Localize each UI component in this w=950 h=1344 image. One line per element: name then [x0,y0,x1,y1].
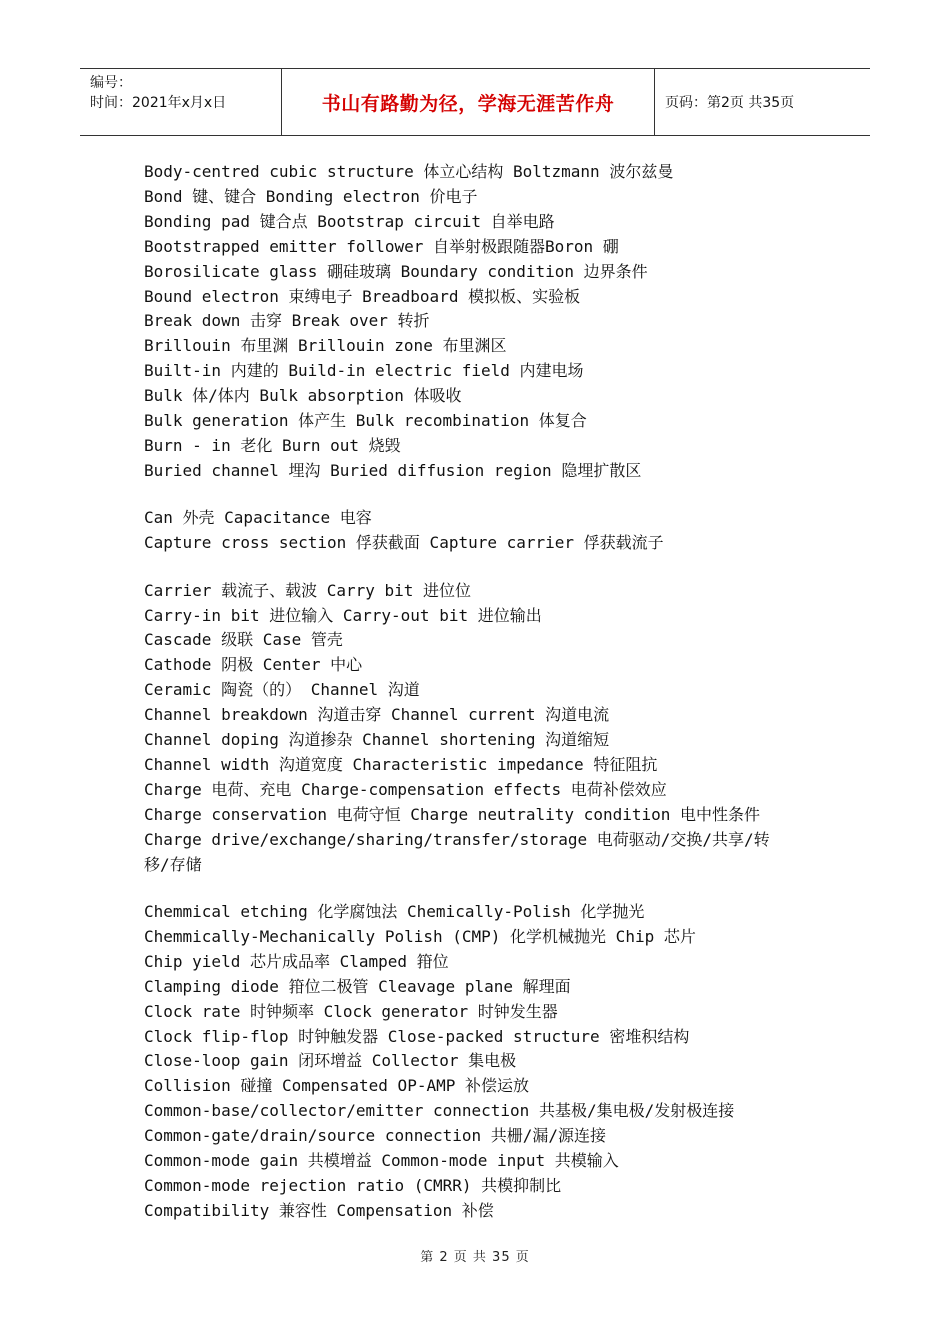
glossary-line: Body-centred cubic structure 体立心结构 Boltzmann 波尔兹曼 [144,162,674,181]
glossary-line: Break down 击穿 Break over 转折 [144,311,430,331]
glossary-section [144,900,824,1224]
glossary-line: Ceramic 陶瓷（的） Channel 沟道 [144,680,420,700]
glossary-line: Brillouin 布里渊 Brillouin zone 布里渊区 [144,336,507,356]
glossary-line: Clock rate 时钟频率 Clock generator 时钟发生器 [144,1001,558,1021]
glossary-line: Borosilicate glass 硼硅玻璃 Boundary condition 边界条件 [144,261,648,281]
glossary-line: Chip yield 芯片成品率 Clamped 箝位 [144,951,449,971]
glossary-line: Charge 电荷、充电 Charge-compensation effects 电荷补偿效应 [144,779,667,799]
glossary-line: Common-base/collector/emitter connection 共基极/集电极/发射极连接 [144,1101,735,1121]
glossary-line: Bulk generation 体产生 Bulk recombination 体复合 [144,411,587,431]
section-gap [144,484,824,507]
glossary-section [144,160,824,484]
header-page-info: 页码：第2页 共35页 [665,95,795,111]
header-time-label: 时间：2021年x月x日 [90,95,227,111]
glossary-line: Bonding pad 键合点 Bootstrap circuit 自举电路 [144,211,555,231]
glossary-line: Channel breakdown 沟道击穿 Channel current 沟道电流 [144,705,610,725]
glossary-line: Can 外壳 Capacitance 电容 [144,508,372,528]
glossary-line: Close-loop gain 闭环增益 Collector 集电极 [144,1051,517,1071]
glossary-line: Bound electron 束缚电子 Breadboard 模拟板、实验板 [144,286,581,306]
glossary-line: Carrier 载流子、载波 Carry bit 进位位 [144,580,472,600]
glossary-line: Common-gate/drain/source connection 共栅/漏/源连接 [144,1126,607,1146]
glossary-line: Collision 碰撞 Compensated OP-AMP 补偿运放 [144,1076,529,1096]
glossary-line: Built-in 内建的 Build-in electric field 内建电场 [144,361,584,381]
glossary-line: Common-mode gain 共模增益 Common-mode input 共模输入 [144,1151,619,1171]
glossary-line: Chemmically-Mechanically Polish (CMP) 化学机械抛光 Chip 芯片 [144,926,696,946]
section-gap [144,877,824,900]
glossary-line: Common-mode rejection ratio (CMRR) 共模抑制比 [144,1175,562,1195]
section-gap [144,556,824,579]
glossary-line: Clock flip-flop 时钟触发器 Close-packed structure 密堆积结构 [144,1026,690,1046]
glossary-line: Channel doping 沟道掺杂 Channel shortening 沟道缩短 [144,730,610,750]
glossary-line: Charge conservation 电荷守恒 Charge neutrality condition 电中性条件 [144,804,761,824]
glossary-line: Cathode 阴极 Center 中心 [144,655,363,675]
glossary-line: Bond 键、键合 Bonding electron 价电子 [144,186,478,206]
page-footer: 第 2 页 共 35 页 [420,1250,530,1265]
glossary-line: Channel width 沟道宽度 Characteristic impedance 特征阻抗 [144,754,658,774]
glossary-line: Capture cross section 俘获截面 Capture carrier 俘获载流子 [144,533,664,553]
glossary-line: Carry-in bit 进位输入 Carry-out bit 进位输出 [144,605,542,625]
glossary-line: Clamping diode 箝位二极管 Cleavage plane 解理面 [144,976,571,996]
glossary-section [144,579,824,878]
glossary-line: Buried channel 埋沟 Buried diffusion region 隐埋扩散区 [144,460,642,480]
glossary-line: Chemmical etching 化学腐蚀法 Chemically-Polish 化学抛光 [144,901,645,921]
header-meta [80,69,282,135]
header-number-label: 编号： [90,75,132,91]
glossary-line: Compatibility 兼容性 Compensation 补偿 [144,1200,494,1220]
glossary-content [144,160,824,1224]
glossary-line: 移/存储 [144,854,202,874]
glossary-line: Cascade 级联 Case 管壳 [144,630,343,650]
glossary-section [144,506,824,556]
page-header [80,68,870,136]
glossary-line: Bootstrapped emitter follower 自举射极跟随器Boron 硼 [144,236,619,256]
glossary-line: Bulk 体/体内 Bulk absorption 体吸收 [144,386,462,406]
glossary-line: Burn - in 老化 Burn out 烧毁 [144,435,401,455]
glossary-line: Charge drive/exchange/sharing/transfer/storage 电荷驱动/交换/共享/转 [144,829,770,849]
header-motto: 书山有路勤为径，学海无涯苦作舟 [282,69,655,135]
